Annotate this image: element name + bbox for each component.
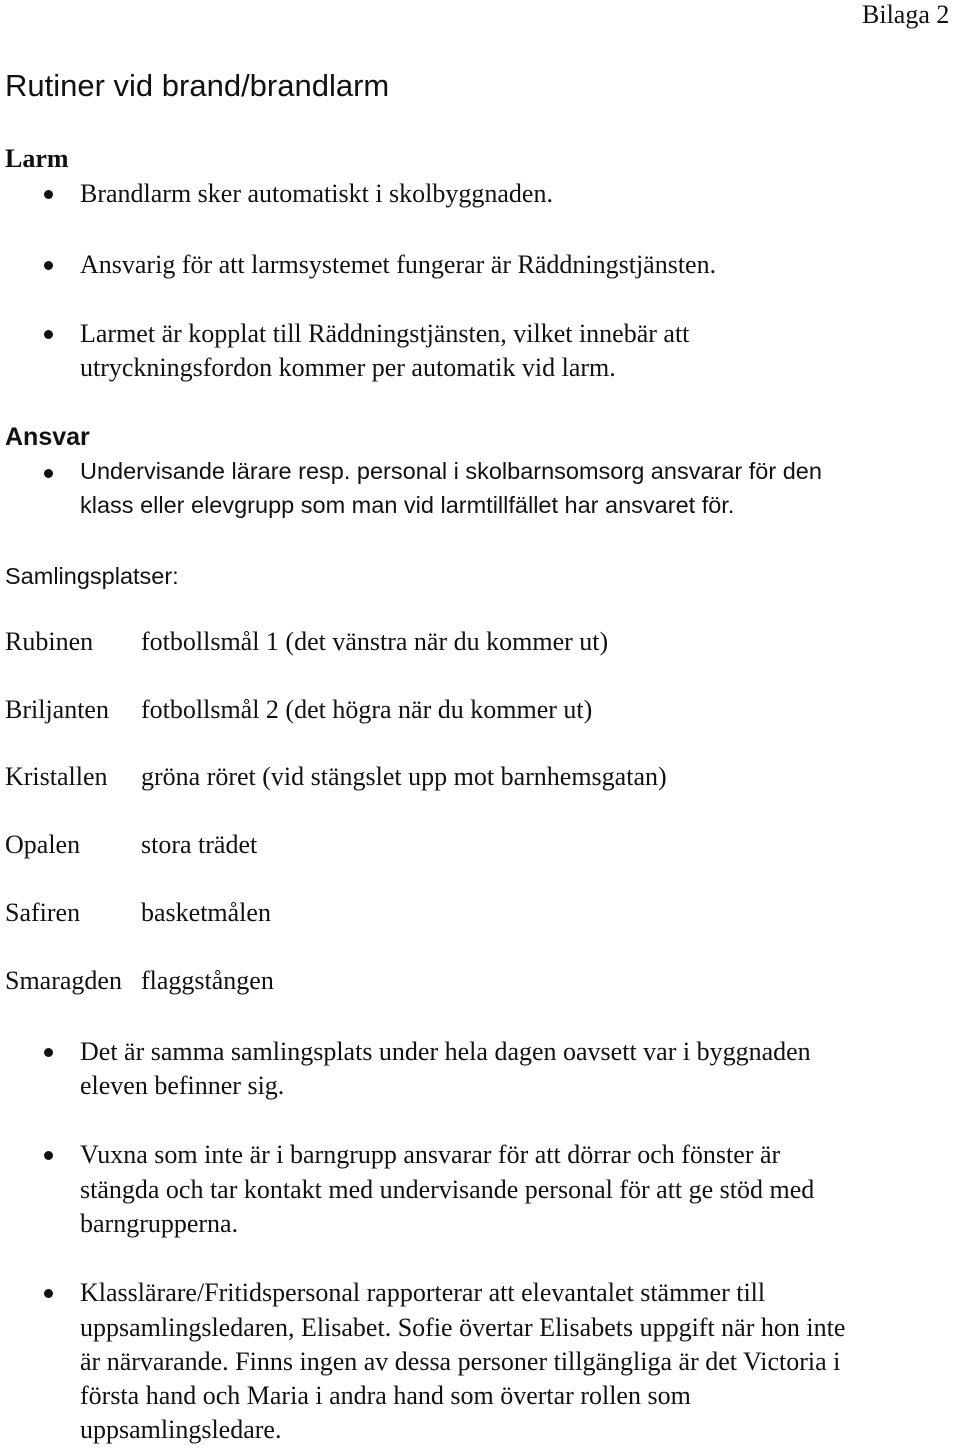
larm-item-3-line-1: Larmet är kopplat till Räddningstjänsten, vilket innebär att [80,319,690,348]
bullet-icon [44,1289,53,1298]
samlingsplatser-heading: Samlingsplatser: [5,563,179,589]
group-name: Smaragden [5,966,122,995]
note-1-line-1: Det är samma samlingsplats under hela dagen oavsett var i byggnaden [80,1037,811,1066]
bullet-icon [44,469,53,478]
group-name: Opalen [5,830,81,859]
note-3-line-1: Klasslärare/Fritidspersonal rapporterar att elevantalet stämmer till [80,1278,766,1307]
assembly-place: flaggstången [141,966,274,995]
bullet-icon [44,261,53,270]
assembly-place: basketmålen [141,898,271,927]
attachment-label: Bilaga 2 [862,0,950,29]
assembly-place: fotbollsmål 1 (det vänstra när du kommer ut) [141,627,609,656]
larm-item-1: Brandlarm sker automatiskt i skolbyggnaden. [80,179,553,208]
page-title: Rutiner vid brand/brandlarm [5,68,390,103]
larm-item-3-line-2: utryckningsfordon kommer per automatik vid larm. [80,353,616,382]
bullet-icon [44,1151,53,1160]
bullet-icon [44,330,53,339]
note-3-line-4: första hand och Maria i andra hand som övertar rollen som [80,1381,691,1410]
note-3-line-3: är närvarande. Finns ingen av dessa personer tillgängliga är det Victoria i [80,1347,841,1376]
ansvar-heading: Ansvar [5,423,90,451]
note-1-line-2: eleven befinner sig. [80,1071,285,1100]
group-name: Rubinen [5,627,94,656]
ansvar-item-line-2: klass eller elevgrupp som man vid larmtillfället har ansvaret för. [80,492,735,518]
larm-item-2: Ansvarig för att larmsystemet fungerar är Räddningstjänsten. [80,250,717,279]
note-2-line-1: Vuxna som inte är i barngrupp ansvarar för att dörrar och fönster är [80,1140,781,1169]
assembly-place: gröna röret (vid stängslet upp mot barnhemsgatan) [141,762,667,791]
group-name: Briljanten [5,695,109,724]
larm-heading: Larm [5,144,69,173]
note-2-line-3: barngrupperna. [80,1209,239,1238]
note-2-line-2: stängda och tar kontakt med undervisande personal för att ge stöd med [80,1175,815,1204]
assembly-place: stora trädet [141,830,258,859]
ansvar-item-line-1: Undervisande lärare resp. personal i skolbarnsomsorg ansvarar för den [80,458,822,484]
assembly-place: fotbollsmål 2 (det högra när du kommer ut) [141,695,593,724]
group-name: Kristallen [5,762,108,791]
group-name: Safiren [5,898,81,927]
note-3-line-2: uppsamlingsledaren, Elisabet. Sofie övertar Elisabets uppgift när hon inte [80,1313,846,1342]
bullet-icon [44,1048,53,1057]
bullet-icon [44,190,53,199]
note-3-line-5: uppsamlingsledare. [80,1415,282,1444]
